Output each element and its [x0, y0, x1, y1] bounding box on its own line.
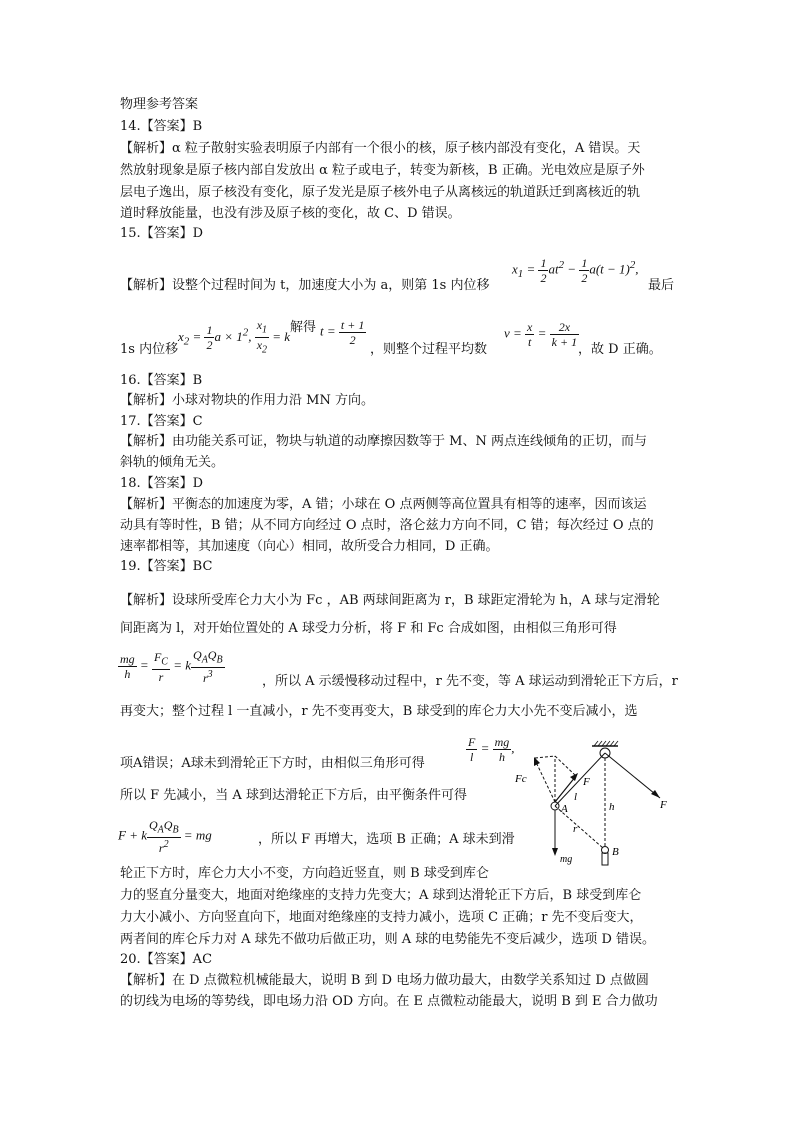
- q14-line: 【解析】α 粒子散射实验表明原子内部有一个很小的核，原子核内部没有变化，A 错误。天: [120, 141, 641, 156]
- q15-solve-text: 解得: [290, 320, 317, 335]
- q15-answer: 15.【答案】D: [120, 226, 204, 241]
- q17-answer: 17.【答案】C: [120, 414, 203, 429]
- q18-answer: 18.【答案】D: [120, 476, 204, 491]
- q20-line: 的切线为电场的等势线，即电场力沿 OD 方向。在 E 点微粒动能最大，说明 B 到 E 合力做功: [120, 994, 658, 1009]
- insulating-base: [602, 853, 608, 865]
- label-mg: mg: [560, 854, 573, 865]
- q19-line: 力的竖直分量变大，地面对绝缘座的支持力先变大；A 球到达滑轮正下方后，B 球受到库仑: [120, 888, 642, 903]
- q18-line: 【解析】平衡态的加速度为零，A 错；小球在 O 点两侧等高位置具有相等的速率，因而该运: [120, 497, 647, 512]
- parallelogram-top: [535, 756, 555, 758]
- q19-line: 力大小减小、方向竖直向下，地面对绝缘座的支持力减小，选项 C 正确；r 先不变后变大，: [120, 910, 643, 925]
- q15-line: 【解析】设整个过程时间为 t，加速度大小为 a，则第 1s 内位移: [120, 278, 490, 293]
- formula-x2: $x_2$ = $\frac{1}{2}$ $a \times 1^2$, $\frac{x_1}{x_2}$ = k: [178, 318, 291, 356]
- parallelogram-side: [555, 756, 576, 776]
- q19-line: ，所以 F 再增大，选项 B 正确；A 球未到滑: [258, 832, 515, 847]
- rope-right: [605, 753, 660, 798]
- q14-line: 道时释放能量，也没有涉及原子核的变化，故 C、D 错误。: [120, 206, 461, 221]
- q17-line: 【解析】由功能关系可证，物块与轨道的动摩擦因数等于 M、N 两点连线倾角的正切，而与: [120, 434, 647, 449]
- q19-line: 所以 F 先减小，当 A 球到达滑轮正下方后，由平衡条件可得: [120, 788, 467, 803]
- doc-title: 物理参考答案: [120, 97, 199, 112]
- formula-equilibrium: F + k $\frac{Q_AQ_B}{r^2}$ = mg: [118, 818, 212, 856]
- force-diagram: [510, 738, 680, 868]
- force-Fc: [535, 760, 555, 802]
- formula-t: t = $\frac{t + 1}{2}$: [320, 318, 365, 347]
- q19-line: 再变大；整个过程 l 一直减小，r 先不变再变大，B 球受到的库仑力大小先不变后减小，选: [120, 704, 638, 719]
- formula-x1: $x_1$ = $\frac{1}{2}$ $at^2$ − $\frac{1}{2}$ $a(t - 1)^2$,: [512, 256, 639, 285]
- formula-v: v = $\frac{x}{t}$ = $\frac{2x}{k + 1}$: [504, 320, 578, 349]
- q19-line: 项A错误；A球未到滑轮正下方时，由相似三角形可得: [120, 756, 425, 771]
- formula-F-over-l: $\frac{F}{l}$ = $\frac{mg}{h}$ ,: [468, 735, 515, 764]
- q20-answer: 20.【答案】AC: [120, 952, 213, 967]
- label-B: B: [612, 846, 619, 858]
- ball-B: [602, 847, 609, 854]
- force-F: [555, 776, 576, 802]
- q18-line: 动具有等时性，B 错；从不同方向经过 O 点时，洛仑兹力方向不同，C 错；每次经过 O 点的: [120, 518, 654, 533]
- q18-line: 速率都相等，其加速度（向心）相同，故所受合力相同，D 正确。: [120, 539, 499, 554]
- q19-line: 两者间的库仑斥力对 A 球先不做功后做正功，则 A 球的电势能先不变后减少，选项 D 错误。: [120, 932, 655, 947]
- q19-line: 间距离为 l，对开始位置处的 A 球受力分析，将 F 和 Fc 合成如图，由相似三角形可得: [120, 621, 617, 636]
- q19-answer: 19.【答案】BC: [120, 559, 213, 574]
- q14-line: 然放射现象是原子核内部自发放出 α 粒子或电子，转变为新核，B 正确。光电效应是原子外: [120, 163, 645, 178]
- label-F-right: F: [660, 799, 667, 811]
- formula-similar: $\frac{mg}{h}$ = $\frac{F_C}{r}$ = k $\frac{Q_AQ_B}{r^3}$: [120, 648, 223, 686]
- label-l: l: [574, 791, 578, 803]
- q17-line: 斜轨的倾角无关。: [120, 455, 225, 470]
- q16-line: 【解析】小球对物块的作用力沿 MN 方向。: [120, 393, 374, 408]
- q14-answer: 14.【答案】B: [120, 119, 203, 134]
- q14-line: 层电子逸出，原子核没有变化，原子发光是原子核外电子从离核远的轨道跃迁到离核近的轨: [120, 185, 641, 200]
- q19-line: 【解析】设球所受库仑力大小为 Fc ，AB 两球间距离为 r，B 球距定滑轮为 h，A 球与定滑轮: [120, 593, 660, 608]
- label-h: h: [609, 801, 615, 813]
- q20-line: 【解析】在 D 点微粒机械能最大，说明 B 到 D 电场力做功最大，由数学关系知过 D 点做圆: [120, 973, 649, 988]
- arrow-mg: [552, 848, 558, 856]
- q15-line: 1s 内位移: [120, 342, 179, 357]
- label-Fc: Fc: [515, 773, 527, 785]
- rope-A: [555, 753, 605, 806]
- label-F: F: [583, 776, 590, 788]
- q16-answer: 16.【答案】B: [120, 373, 203, 388]
- q19-line: ，所以 A 示缓慢移动过程中，r 先不变，等 A 球运动到滑轮正下方后，r: [262, 674, 678, 689]
- q15-line: 最后: [648, 278, 675, 293]
- q19-line: 轮正下方时，库仑力大小不变，方向趋近竖直，则 B 球受到库仑: [120, 866, 489, 881]
- label-r: r: [573, 823, 578, 835]
- q15-line: ，故 D 正确。: [578, 342, 662, 357]
- label-A: A: [561, 803, 568, 815]
- q15-line: ，则整个过程平均数: [370, 342, 488, 357]
